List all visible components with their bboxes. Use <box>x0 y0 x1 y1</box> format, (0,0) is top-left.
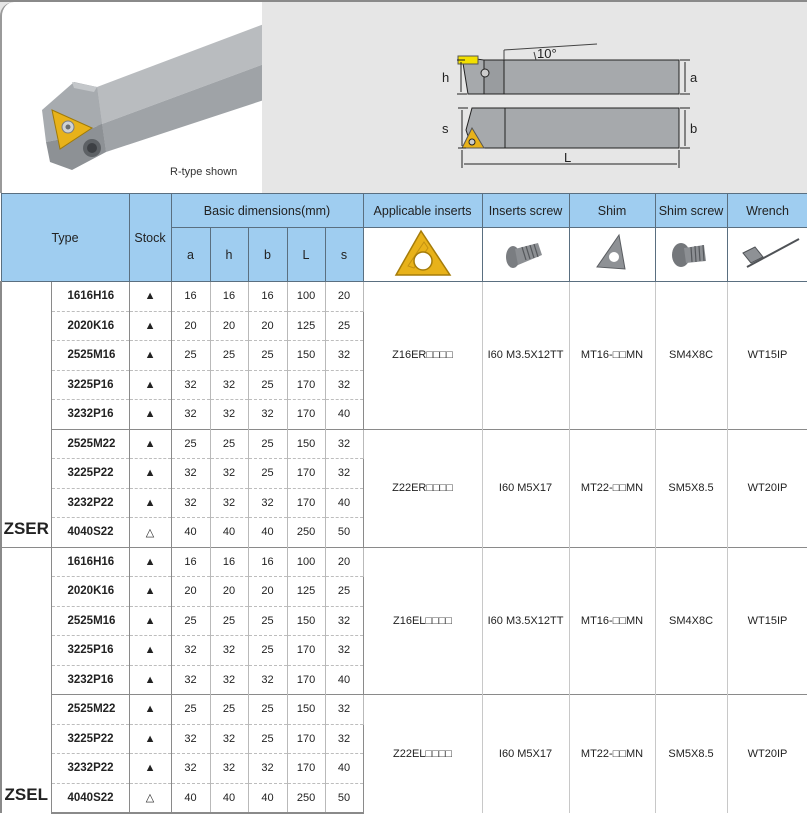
dim-b: 32 <box>248 488 287 518</box>
insert-screw-icon <box>482 228 569 282</box>
model-code: 2525M22 <box>51 695 129 725</box>
model-code: 3225P22 <box>51 724 129 754</box>
dim-s: 32 <box>325 724 363 754</box>
dim-h: 25 <box>210 606 248 636</box>
dim-h: 32 <box>210 636 248 666</box>
dim-a: 40 <box>171 783 210 813</box>
shim: MT16-□□MN <box>569 282 655 430</box>
stock-indicator: ▲ <box>129 341 171 371</box>
dim-L: 170 <box>287 459 325 489</box>
photo-caption: R-type shown <box>170 166 238 178</box>
dim-h: 32 <box>210 665 248 695</box>
dim-s: 20 <box>325 547 363 577</box>
dim-b: 25 <box>248 636 287 666</box>
model-code: 3225P16 <box>51 636 129 666</box>
dim-b: 25 <box>248 370 287 400</box>
dim-a: 25 <box>171 429 210 459</box>
model-code: 3232P22 <box>51 754 129 784</box>
dim-L: 170 <box>287 754 325 784</box>
dim-b: 16 <box>248 282 287 312</box>
dim-a: 32 <box>171 370 210 400</box>
dim-h: 32 <box>210 754 248 784</box>
technical-drawing <box>262 2 807 193</box>
dim-a: 32 <box>171 459 210 489</box>
dim-h: 20 <box>210 311 248 341</box>
specification-table <box>0 193 807 814</box>
stock-indicator: ▲ <box>129 547 171 577</box>
dim-b: 25 <box>248 429 287 459</box>
dim-L: 170 <box>287 665 325 695</box>
applicable-insert: Z16EL□□□□ <box>363 547 482 695</box>
shim: MT16-□□MN <box>569 547 655 695</box>
model-code: 1616H16 <box>51 547 129 577</box>
model-code: 4040S22 <box>51 783 129 813</box>
model-code: 4040S22 <box>51 518 129 548</box>
dim-a: 32 <box>171 724 210 754</box>
applicable-insert: Z22EL□□□□ <box>363 695 482 814</box>
wrench: WT20IP <box>727 429 807 547</box>
dim-L: 125 <box>287 311 325 341</box>
dim-a: 32 <box>171 636 210 666</box>
tool-holder-photo <box>0 2 262 193</box>
stock-indicator: ▲ <box>129 459 171 489</box>
dim-L: 125 <box>287 577 325 607</box>
shim-screw: SM4X8C <box>655 547 727 695</box>
wrench: WT20IP <box>727 695 807 814</box>
dim-a: 25 <box>171 695 210 725</box>
model-code: 2525M22 <box>51 429 129 459</box>
shim-screw: SM5X8.5 <box>655 429 727 547</box>
header-dim-L: L <box>287 228 325 282</box>
header-dim-s: s <box>325 228 363 282</box>
shim-screw: SM5X8.5 <box>655 695 727 814</box>
table-row <box>1 429 807 459</box>
dim-h: 16 <box>210 282 248 312</box>
shim-screw-icon <box>655 228 727 282</box>
dim-s: 32 <box>325 341 363 371</box>
dim-L: 170 <box>287 400 325 430</box>
dim-s: 40 <box>325 754 363 784</box>
model-code: 2525M16 <box>51 606 129 636</box>
family-name: ZSEL <box>1 547 51 813</box>
model-code: 3232P16 <box>51 400 129 430</box>
dim-s: 40 <box>325 400 363 430</box>
dim-L: 170 <box>287 488 325 518</box>
dim-L: 150 <box>287 429 325 459</box>
dim-s: 32 <box>325 636 363 666</box>
dim-h: 32 <box>210 370 248 400</box>
shim: MT22-□□MN <box>569 695 655 814</box>
dim-b: 20 <box>248 311 287 341</box>
dim-label-a: a <box>690 70 698 85</box>
dim-b: 16 <box>248 547 287 577</box>
wrench: WT15IP <box>727 282 807 430</box>
table-row <box>1 695 807 725</box>
model-code: 2525M16 <box>51 341 129 371</box>
dim-a: 25 <box>171 606 210 636</box>
torx-wrench-icon <box>727 228 807 282</box>
stock-indicator: ▲ <box>129 606 171 636</box>
dim-label-L: L <box>564 150 572 165</box>
dim-L: 100 <box>287 282 325 312</box>
stock-indicator: △ <box>129 783 171 813</box>
header-dim-b: b <box>248 228 287 282</box>
threading-insert-icon <box>363 228 482 282</box>
header-basic-dimensions: Basic dimensions(mm) <box>171 194 363 228</box>
dim-s: 32 <box>325 695 363 725</box>
stock-indicator: ▲ <box>129 754 171 784</box>
dim-label-b: b <box>690 121 698 136</box>
dim-L: 170 <box>287 636 325 666</box>
insert-screw: I60 M3.5X12TT <box>482 547 569 695</box>
applicable-insert: Z22ER□□□□ <box>363 429 482 547</box>
shim: MT22-□□MN <box>569 429 655 547</box>
header-type: Type <box>1 194 129 282</box>
dim-L: 250 <box>287 783 325 813</box>
dim-h: 16 <box>210 547 248 577</box>
table-row <box>1 282 807 312</box>
dim-a: 16 <box>171 547 210 577</box>
dim-a: 32 <box>171 665 210 695</box>
dim-b: 25 <box>248 724 287 754</box>
dim-L: 150 <box>287 695 325 725</box>
table-row <box>1 547 807 577</box>
stock-indicator: ▲ <box>129 311 171 341</box>
dim-L: 250 <box>287 518 325 548</box>
dim-b: 32 <box>248 754 287 784</box>
dim-s: 50 <box>325 783 363 813</box>
dim-a: 32 <box>171 754 210 784</box>
dim-s: 32 <box>325 606 363 636</box>
insert-screw: I60 M5X17 <box>482 429 569 547</box>
dim-h: 25 <box>210 429 248 459</box>
header-wrench: Wrench <box>727 194 807 228</box>
dim-h: 20 <box>210 577 248 607</box>
insert-screw: I60 M5X17 <box>482 695 569 814</box>
model-code: 3225P16 <box>51 370 129 400</box>
dim-a: 25 <box>171 341 210 371</box>
dim-b: 25 <box>248 606 287 636</box>
stock-indicator: ▲ <box>129 577 171 607</box>
dim-b: 25 <box>248 695 287 725</box>
header-dim-h: h <box>210 228 248 282</box>
stock-indicator: △ <box>129 518 171 548</box>
model-code: 3232P16 <box>51 665 129 695</box>
insert-screw: I60 M3.5X12TT <box>482 282 569 430</box>
tool-holder-image <box>2 2 262 193</box>
model-code: 2020K16 <box>51 311 129 341</box>
stock-indicator: ▲ <box>129 400 171 430</box>
stock-indicator: ▲ <box>129 665 171 695</box>
model-code: 3225P22 <box>51 459 129 489</box>
header-inserts-screw: Inserts screw <box>482 194 569 228</box>
dim-b: 32 <box>248 400 287 430</box>
dim-b: 25 <box>248 459 287 489</box>
dim-L: 100 <box>287 547 325 577</box>
stock-indicator: ▲ <box>129 636 171 666</box>
dim-a: 20 <box>171 311 210 341</box>
dim-b: 20 <box>248 577 287 607</box>
header-shim: Shim <box>569 194 655 228</box>
dim-b: 25 <box>248 341 287 371</box>
dim-b: 32 <box>248 665 287 695</box>
dim-h: 32 <box>210 400 248 430</box>
dim-h: 32 <box>210 459 248 489</box>
dimension-drawing <box>262 2 807 193</box>
family-name: ZSER <box>1 282 51 548</box>
dim-a: 32 <box>171 488 210 518</box>
dim-h: 32 <box>210 724 248 754</box>
stock-indicator: ▲ <box>129 724 171 754</box>
applicable-insert: Z16ER□□□□ <box>363 282 482 430</box>
model-code: 2020K16 <box>51 577 129 607</box>
dim-L: 150 <box>287 341 325 371</box>
dim-s: 40 <box>325 488 363 518</box>
dim-b: 40 <box>248 518 287 548</box>
dim-h: 25 <box>210 341 248 371</box>
header-applicable-inserts: Applicable inserts <box>363 194 482 228</box>
dim-h: 40 <box>210 783 248 813</box>
dim-s: 32 <box>325 459 363 489</box>
dim-s: 32 <box>325 370 363 400</box>
stock-indicator: ▲ <box>129 695 171 725</box>
header-dim-a: a <box>171 228 210 282</box>
stock-indicator: ▲ <box>129 429 171 459</box>
product-illustration-area <box>0 0 807 193</box>
header-stock: Stock <box>129 194 171 282</box>
dim-s: 25 <box>325 577 363 607</box>
dim-s: 40 <box>325 665 363 695</box>
dim-L: 170 <box>287 724 325 754</box>
dim-h: 40 <box>210 518 248 548</box>
dim-L: 170 <box>287 370 325 400</box>
shim-icon <box>569 228 655 282</box>
dim-s: 25 <box>325 311 363 341</box>
stock-indicator: ▲ <box>129 282 171 312</box>
stock-indicator: ▲ <box>129 370 171 400</box>
angle-label: 10° <box>537 46 557 61</box>
wrench: WT15IP <box>727 547 807 695</box>
dim-h: 25 <box>210 695 248 725</box>
dim-b: 40 <box>248 783 287 813</box>
dim-L: 150 <box>287 606 325 636</box>
dim-a: 16 <box>171 282 210 312</box>
dim-a: 32 <box>171 400 210 430</box>
dim-label-h: h <box>442 70 450 85</box>
dim-s: 20 <box>325 282 363 312</box>
dim-a: 20 <box>171 577 210 607</box>
dim-s: 32 <box>325 429 363 459</box>
model-code: 3232P22 <box>51 488 129 518</box>
header-shim-screw: Shim screw <box>655 194 727 228</box>
dim-h: 32 <box>210 488 248 518</box>
shim-screw: SM4X8C <box>655 282 727 430</box>
model-code: 1616H16 <box>51 282 129 312</box>
dim-a: 40 <box>171 518 210 548</box>
dim-s: 50 <box>325 518 363 548</box>
dim-label-s: s <box>442 121 449 136</box>
stock-indicator: ▲ <box>129 488 171 518</box>
